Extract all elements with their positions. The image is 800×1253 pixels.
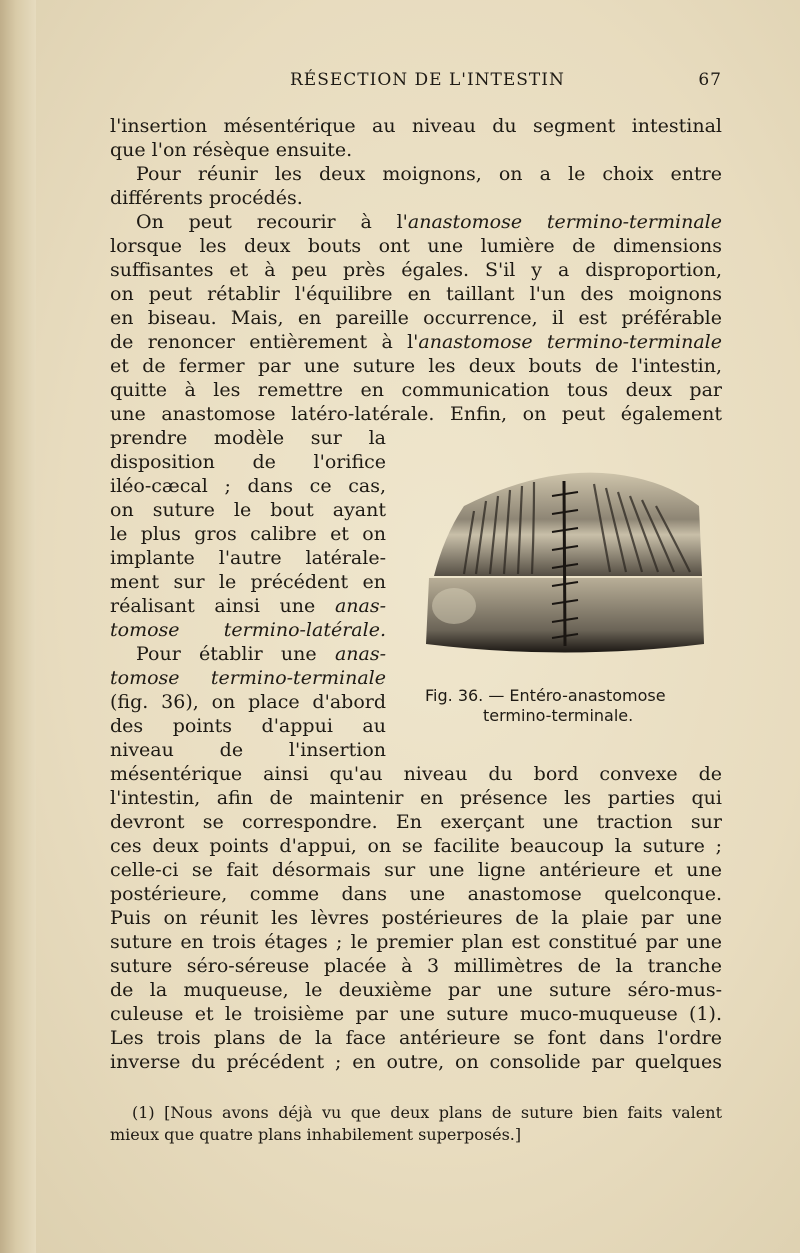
running-header [110, 70, 722, 94]
text-line: l'insertion mésentérique au niveau du segment intestinal [110, 115, 722, 137]
text-line: postérieure, comme dans une anastomose quelconque. [110, 883, 722, 905]
figure-36-illustration [424, 466, 706, 656]
text-line: en biseau. Mais, en pareille occurrence, il est préférable [110, 307, 722, 329]
text-line: Puis on réunit les lèvres postérieures de la plaie par une [110, 907, 722, 929]
text-line: disposition de l'orifice [110, 451, 386, 473]
text-line: Pour réunir les deux moignons, on a le choix entre [136, 163, 722, 185]
text-line: culeuse et le troisième par une suture muco-muqueuse (1). [110, 1003, 722, 1025]
text-line: Pour établir une anas- [136, 643, 386, 665]
text-line: suture séro-séreuse placée à 3 millimètres de la tranche [110, 955, 722, 977]
text-line: niveau de l'insertion [110, 739, 386, 761]
text-line: devront se correspondre. En exerçant une traction sur [110, 811, 722, 833]
text-line: Les trois plans de la face antérieure se font dans l'ordre [110, 1027, 722, 1049]
text-line: des points d'appui au [110, 715, 386, 737]
text-line: le plus gros calibre et on [110, 523, 386, 545]
text-line: implante l'autre latérale- [110, 547, 386, 569]
text-line: celle-ci se fait désormais sur une ligne antérieure et une [110, 859, 722, 881]
figure-caption-line: Fig. 36. — Entéro-anastomose [425, 686, 666, 705]
text-line: suffisantes et à peu près égales. S'il y a disproportion, [110, 259, 722, 281]
text-line: inverse du précédent ; en outre, on consolide par quelques [110, 1051, 722, 1073]
text-line: de renoncer entièrement à l'anastomose termino-terminale [110, 331, 722, 353]
text-line: tomose termino-terminale [110, 667, 386, 689]
text-line: on peut rétablir l'équilibre en taillant l'un des moignons [110, 283, 722, 305]
text-line: (fig. 36), on place d'abord [110, 691, 386, 713]
text-line: iléo-cæcal ; dans ce cas, [110, 475, 386, 497]
chapter-title: RÉSECTION DE L'INTESTIN [290, 70, 565, 90]
text-line: quitte à les remettre en communication tous deux par [110, 379, 722, 401]
text-line: l'intestin, afin de maintenir en présence les parties qui [110, 787, 722, 809]
text-line: on suture le bout ayant [110, 499, 386, 521]
figure-caption [425, 686, 715, 726]
text-line: réalisant ainsi une anas- [110, 595, 386, 617]
text-line: et de fermer par une suture les deux bouts de l'intestin, [110, 355, 722, 377]
text-line: lorsque les deux bouts ont une lumière de dimensions [110, 235, 722, 257]
text-line: de la muqueuse, le deuxième par une suture séro-mus- [110, 979, 722, 1001]
text-line: tomose termino-latérale. [110, 619, 386, 641]
text-line: prendre modèle sur la [110, 427, 386, 449]
page-number: 67 [698, 70, 722, 90]
footnote-line: mieux que quatre plans inhabilement superposés.] [110, 1125, 522, 1144]
text-line: mésentérique ainsi qu'au niveau du bord convexe de [110, 763, 722, 785]
figure-caption-line: termino-terminale. [483, 706, 634, 725]
text-line: que l'on résèque ensuite. [110, 139, 353, 161]
text-line: ment sur le précédent en [110, 571, 386, 593]
page-binding-edge [0, 0, 36, 1253]
footnote-line: (1) [Nous avons déjà vu que deux plans de suture bien faits valent [132, 1103, 722, 1122]
text-line: différents procédés. [110, 187, 303, 209]
text-line: On peut recourir à l'anastomose termino-terminale [136, 211, 722, 233]
text-line: une anastomose latéro-latérale. Enfin, on peut également [110, 403, 722, 425]
text-line: ces deux points d'appui, on se facilite beaucoup la suture ; [110, 835, 722, 857]
text-line: suture en trois étages ; le premier plan est constitué par une [110, 931, 722, 953]
